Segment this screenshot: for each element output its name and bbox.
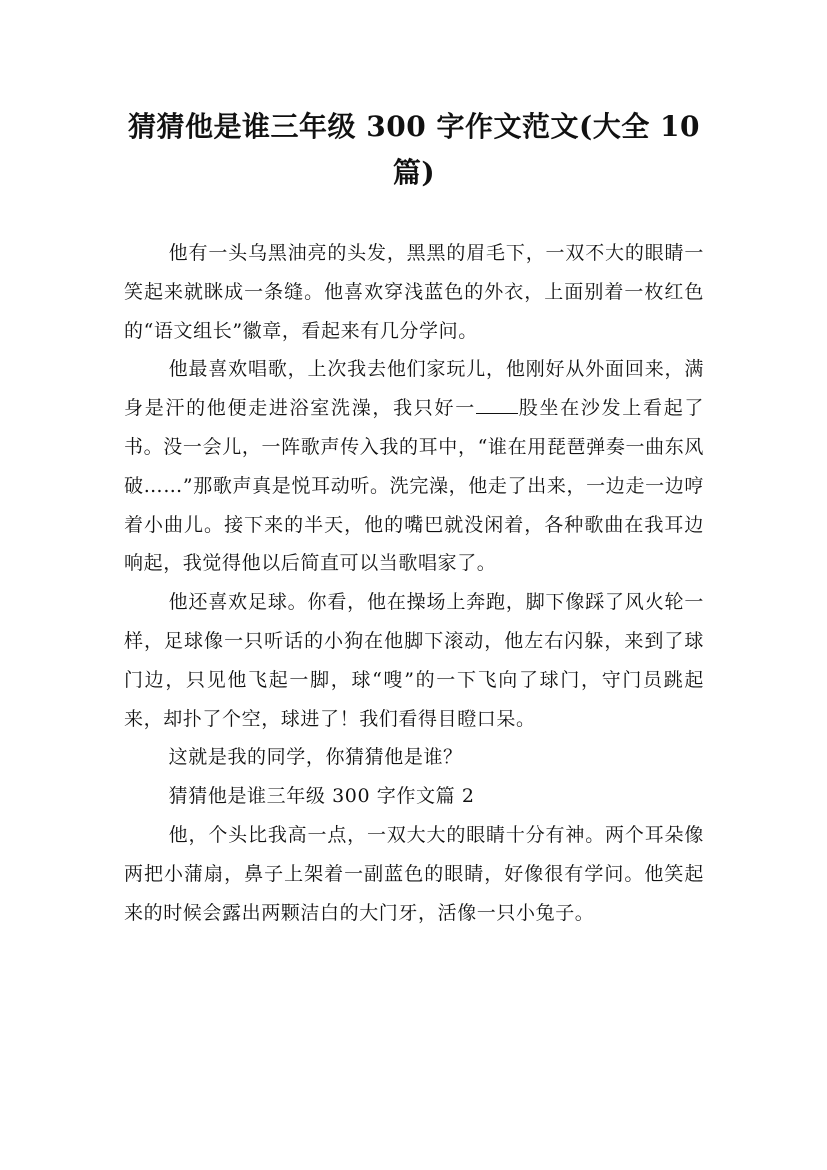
- paragraph-3: 他还喜欢足球。你看，他在操场上奔跑，脚下像踩了风火轮一样，足球像一只听话的小狗在他脚下滚动，他左右闪躲，来到了球门边，只见他飞起一脚，球“嗖”的一下飞向了球门，守门员跳起来，却扑了个空，球进了！我们看得目瞪口呆。: [124, 591, 704, 730]
- fill-in-blank: [476, 413, 518, 414]
- paragraph-4: 这就是我的同学，你猜猜他是谁？: [168, 746, 463, 769]
- paragraph-2-text-before-blank: 他最喜欢唱歌，上次我去他们家玩儿，他刚好从外面回来，满身是汗的他便走进浴室洗澡，我只好一: [124, 358, 704, 420]
- document-title: 猜猜他是谁三年级 300 字作文范文(大全 10 篇): [128, 110, 700, 189]
- section-heading-2: 猜猜他是谁三年级 300 字作文篇 2: [168, 785, 475, 808]
- paragraph-5: 他，个头比我高一点，一双大大的眼睛十分有神。两个耳朵像两把小蒲扇，鼻子上架着一副蓝色的眼睛，好像很有学问。他笑起来的时候会露出两颗洁白的大门牙，活像一只小兔子。: [124, 823, 704, 924]
- paragraph-2-text-after-blank: 股坐在沙发上看起了书。没一会儿，一阵歌声传入我的耳中，“谁在用琵琶弹奏一曲东风破……”那歌声真是悦耳动听。洗完澡，他走了出来，一边走一边哼着小曲儿。接下来的半天，他的嘴巴就没闲着，各种歌曲在我耳边响起，我觉得他以后简直可以当歌唱家了。: [124, 397, 705, 575]
- document-body: [124, 234, 704, 932]
- paragraph-2: [124, 350, 704, 583]
- paragraph-1: 他有一头乌黑油亮的头发，黑黑的眉毛下，一双不大的眼睛一笑起来就眯成一条缝。他喜欢穿浅蓝色的外衣，上面别着一枚红色的“语文组长”徽章，看起来有几分学问。: [124, 242, 704, 342]
